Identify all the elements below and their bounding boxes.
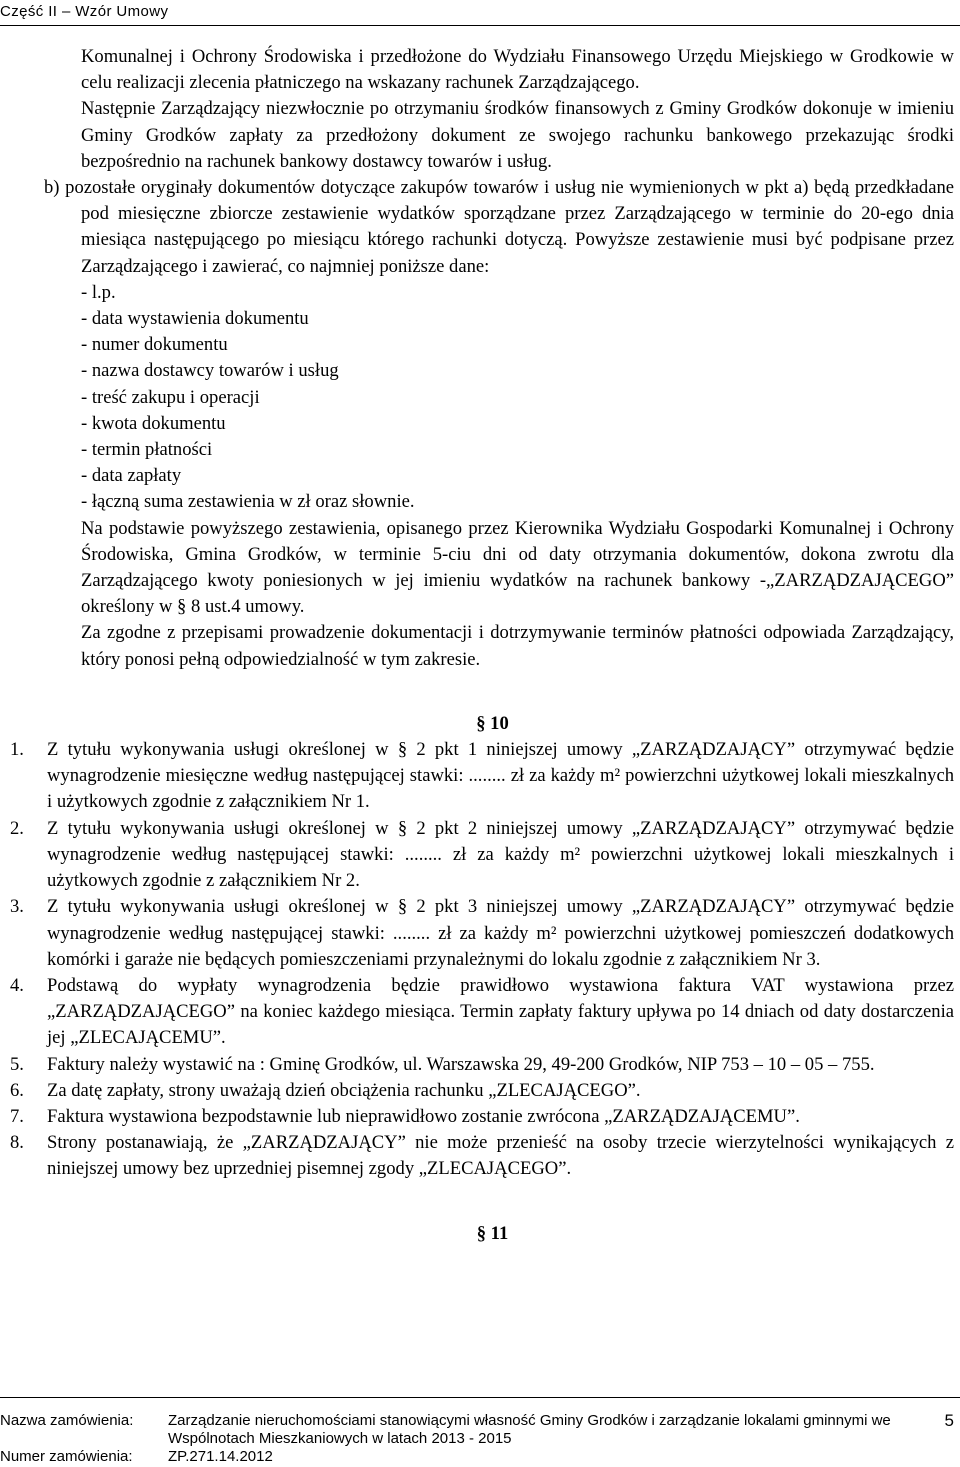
item-text: Podstawą do wypłaty wynagrodzenia będzie prawidłowo wystawiona faktura VAT wystawiona przez „ZARZĄDZAJĄCEGO” na koniec każdego miesiąca. Termin zapłaty faktury upływa po 14 dniach od daty dostarczenia jej „ZLECAJĄCEMU”.: [47, 974, 954, 1049]
list-item: - data wystawienia dokumentu: [81, 308, 309, 330]
list-item: [0, 1130, 960, 1182]
item-text: Faktura wystawiona bezpodstawnie lub nieprawidłowo zostanie zwrócona „ZARZĄDZAJĄCEMU”.: [47, 1105, 800, 1127]
footer-divider: [0, 1397, 960, 1398]
required-data-list: [0, 280, 960, 516]
item-number: 3.: [10, 896, 24, 918]
item-text: Z tytułu wykonywania usługi określonej w § 2 pkt 1 niniejszej umowy „ZARZĄDZAJĄCY” otrzymywać będzie wynagrodzenie miesięczne według następującej stawki: ........ zł za każdy m² powierzchni użytkowej lokali mieszkalnych i użytkowych zgodnie z załącznikiem Nr 1.: [47, 739, 954, 813]
order-name-label: Nazwa zamówienia:: [0, 1412, 134, 1429]
list-item: - treść zakupu i operacji: [81, 386, 260, 408]
paragraph-refund: Na podstawie powyższego zestawienia, opisanego przez Kierownika Wydziału Gospodarki Komunalnej i Ochrony Środowiska, Gmina Grodków, w terminie 5-ciu dni od daty otrzymania dokumentów, dokona zwrotu dla Zarządzającego kwoty poniesionych w jej imieniu wydatków na rachunek bankowy -„ZARZĄDZAJĄCEGO” określony w § 8 ust.4 umowy.: [81, 517, 954, 618]
list-item: - numer dokumentu: [81, 334, 228, 356]
item-text: Za datę zapłaty, strony uważają dzień obciążenia rachunku „ZLECAJĄCEGO”.: [47, 1079, 641, 1101]
page-footer: [0, 1412, 960, 1466]
order-number-label: Numer zamówienia:: [0, 1448, 133, 1465]
list-item: [0, 1052, 960, 1078]
item-text: Z tytułu wykonywania usługi określonej w § 2 pkt 3 niniejszej umowy „ZARZĄDZAJĄCY” otrzymywać będzie wynagrodzenie według następującej stawki: ........ zł za każdy m² powierzchni użytkowej pomieszczeń dodatkowych komórki i garaże nie będących pomieszczeniami przynależnymi do lokalu zgodnie z załącznikiem Nr 3.: [47, 896, 954, 970]
item-number: 6.: [10, 1079, 24, 1101]
list-item: - łączną suma zestawienia w zł oraz słownie.: [81, 491, 415, 513]
item-text: Z tytułu wykonywania usługi określonej w § 2 pkt 2 niniejszej umowy „ZARZĄDZAJĄCY” otrzymywać będzie wynagrodzenie według następującej stawki: ........ zł za każdy m² powierzchni użytkowej lokali mieszkalnych i użytkowych zgodnie z załącznikiem Nr 2.: [47, 817, 954, 892]
item-text: Strony postanawiają, że „ZARZĄDZAJĄCY” nie może przenieść na osoby trzecie wierzytelności wynikających z niniejszej umowy bez uprzedniej pisemnej zgody „ZLECAJĄCEGO”.: [47, 1132, 954, 1180]
order-name-value: Zarządzanie nieruchomościami stanowiącymi własność Gminy Grodków i zarządzanie lokalami gminnymi we Wspólnotach Mieszkaniowych w latach 2013 - 2015: [168, 1412, 891, 1447]
item-number: 7.: [10, 1105, 24, 1127]
list-item: [0, 973, 960, 1052]
list-item: - nazwa dostawcy towarów i usług: [81, 360, 339, 382]
list-item: - l.p.: [81, 281, 116, 303]
order-number-value: ZP.271.14.2012: [168, 1448, 273, 1465]
list-item: [0, 1104, 960, 1130]
item-number: 8.: [10, 1132, 24, 1154]
paragraph-continuation: Komunalnej i Ochrony Środowiska i przedłożone do Wydziału Finansowego Urzędu Miejskiego w Grodkowie w celu realizacji zlecenia płatniczego na wskazany rachunek Zarządzającego.: [81, 46, 954, 94]
list-item: [0, 737, 960, 816]
item-number: 1.: [10, 739, 24, 761]
item-number: 5.: [10, 1053, 24, 1075]
list-item: [0, 894, 960, 973]
header-divider: [0, 25, 960, 26]
page-header: Część II – Wzór Umowy: [0, 3, 169, 20]
section-heading-11: § 11: [476, 1222, 509, 1244]
item-number: 4.: [10, 974, 24, 996]
section-10-list: [0, 737, 960, 1182]
paragraph-responsibility: Za zgodne z przepisami prowadzenie dokumentacji i dotrzymywanie terminów płatności odpowiada Zarządzający, który ponosi pełną odpowiedzialność w tym zakresie.: [81, 622, 954, 670]
item-number: 2.: [10, 817, 24, 839]
page-number: 5: [944, 1411, 954, 1430]
list-item: - kwota dokumentu: [81, 412, 226, 434]
list-item: [0, 816, 960, 895]
paragraph-point-b: b) pozostałe oryginały dokumentów dotyczące zakupów towarów i usług nie wymienionych w pkt a) będą przedkładane pod miesięczne zbiorcze zestawienie wydatków sporządzane przez Zarządzającego w terminie do 20-ego dnia miesiąca następującego po miesiącu którego rachunki dotyczą. Powyższe zestawienie musi być podpisane przez Zarządzającego i zawierać, co najmniej poniższe dane:: [44, 177, 954, 277]
list-item: [0, 1078, 960, 1104]
list-item: - data zapłaty: [81, 465, 182, 487]
list-item: - termin płatności: [81, 439, 213, 461]
section-heading-10: § 10: [476, 712, 509, 734]
document-body: [0, 44, 960, 1247]
paragraph-payment: Następnie Zarządzający niezwłocznie po otrzymaniu środków finansowych z Gminy Grodków dokonuje w imieniu Gminy Grodków zapłaty za przedłożony dokument ze swojego rachunku bankowego przekazując środki bezpośrednio na rachunek bankowy dostawcy towarów i usług.: [81, 98, 954, 172]
item-text: Faktury należy wystawić na : Gminę Grodków, ul. Warszawska 29, 49-200 Grodków, NIP 753 – 10 – 05 – 755.: [47, 1053, 875, 1075]
